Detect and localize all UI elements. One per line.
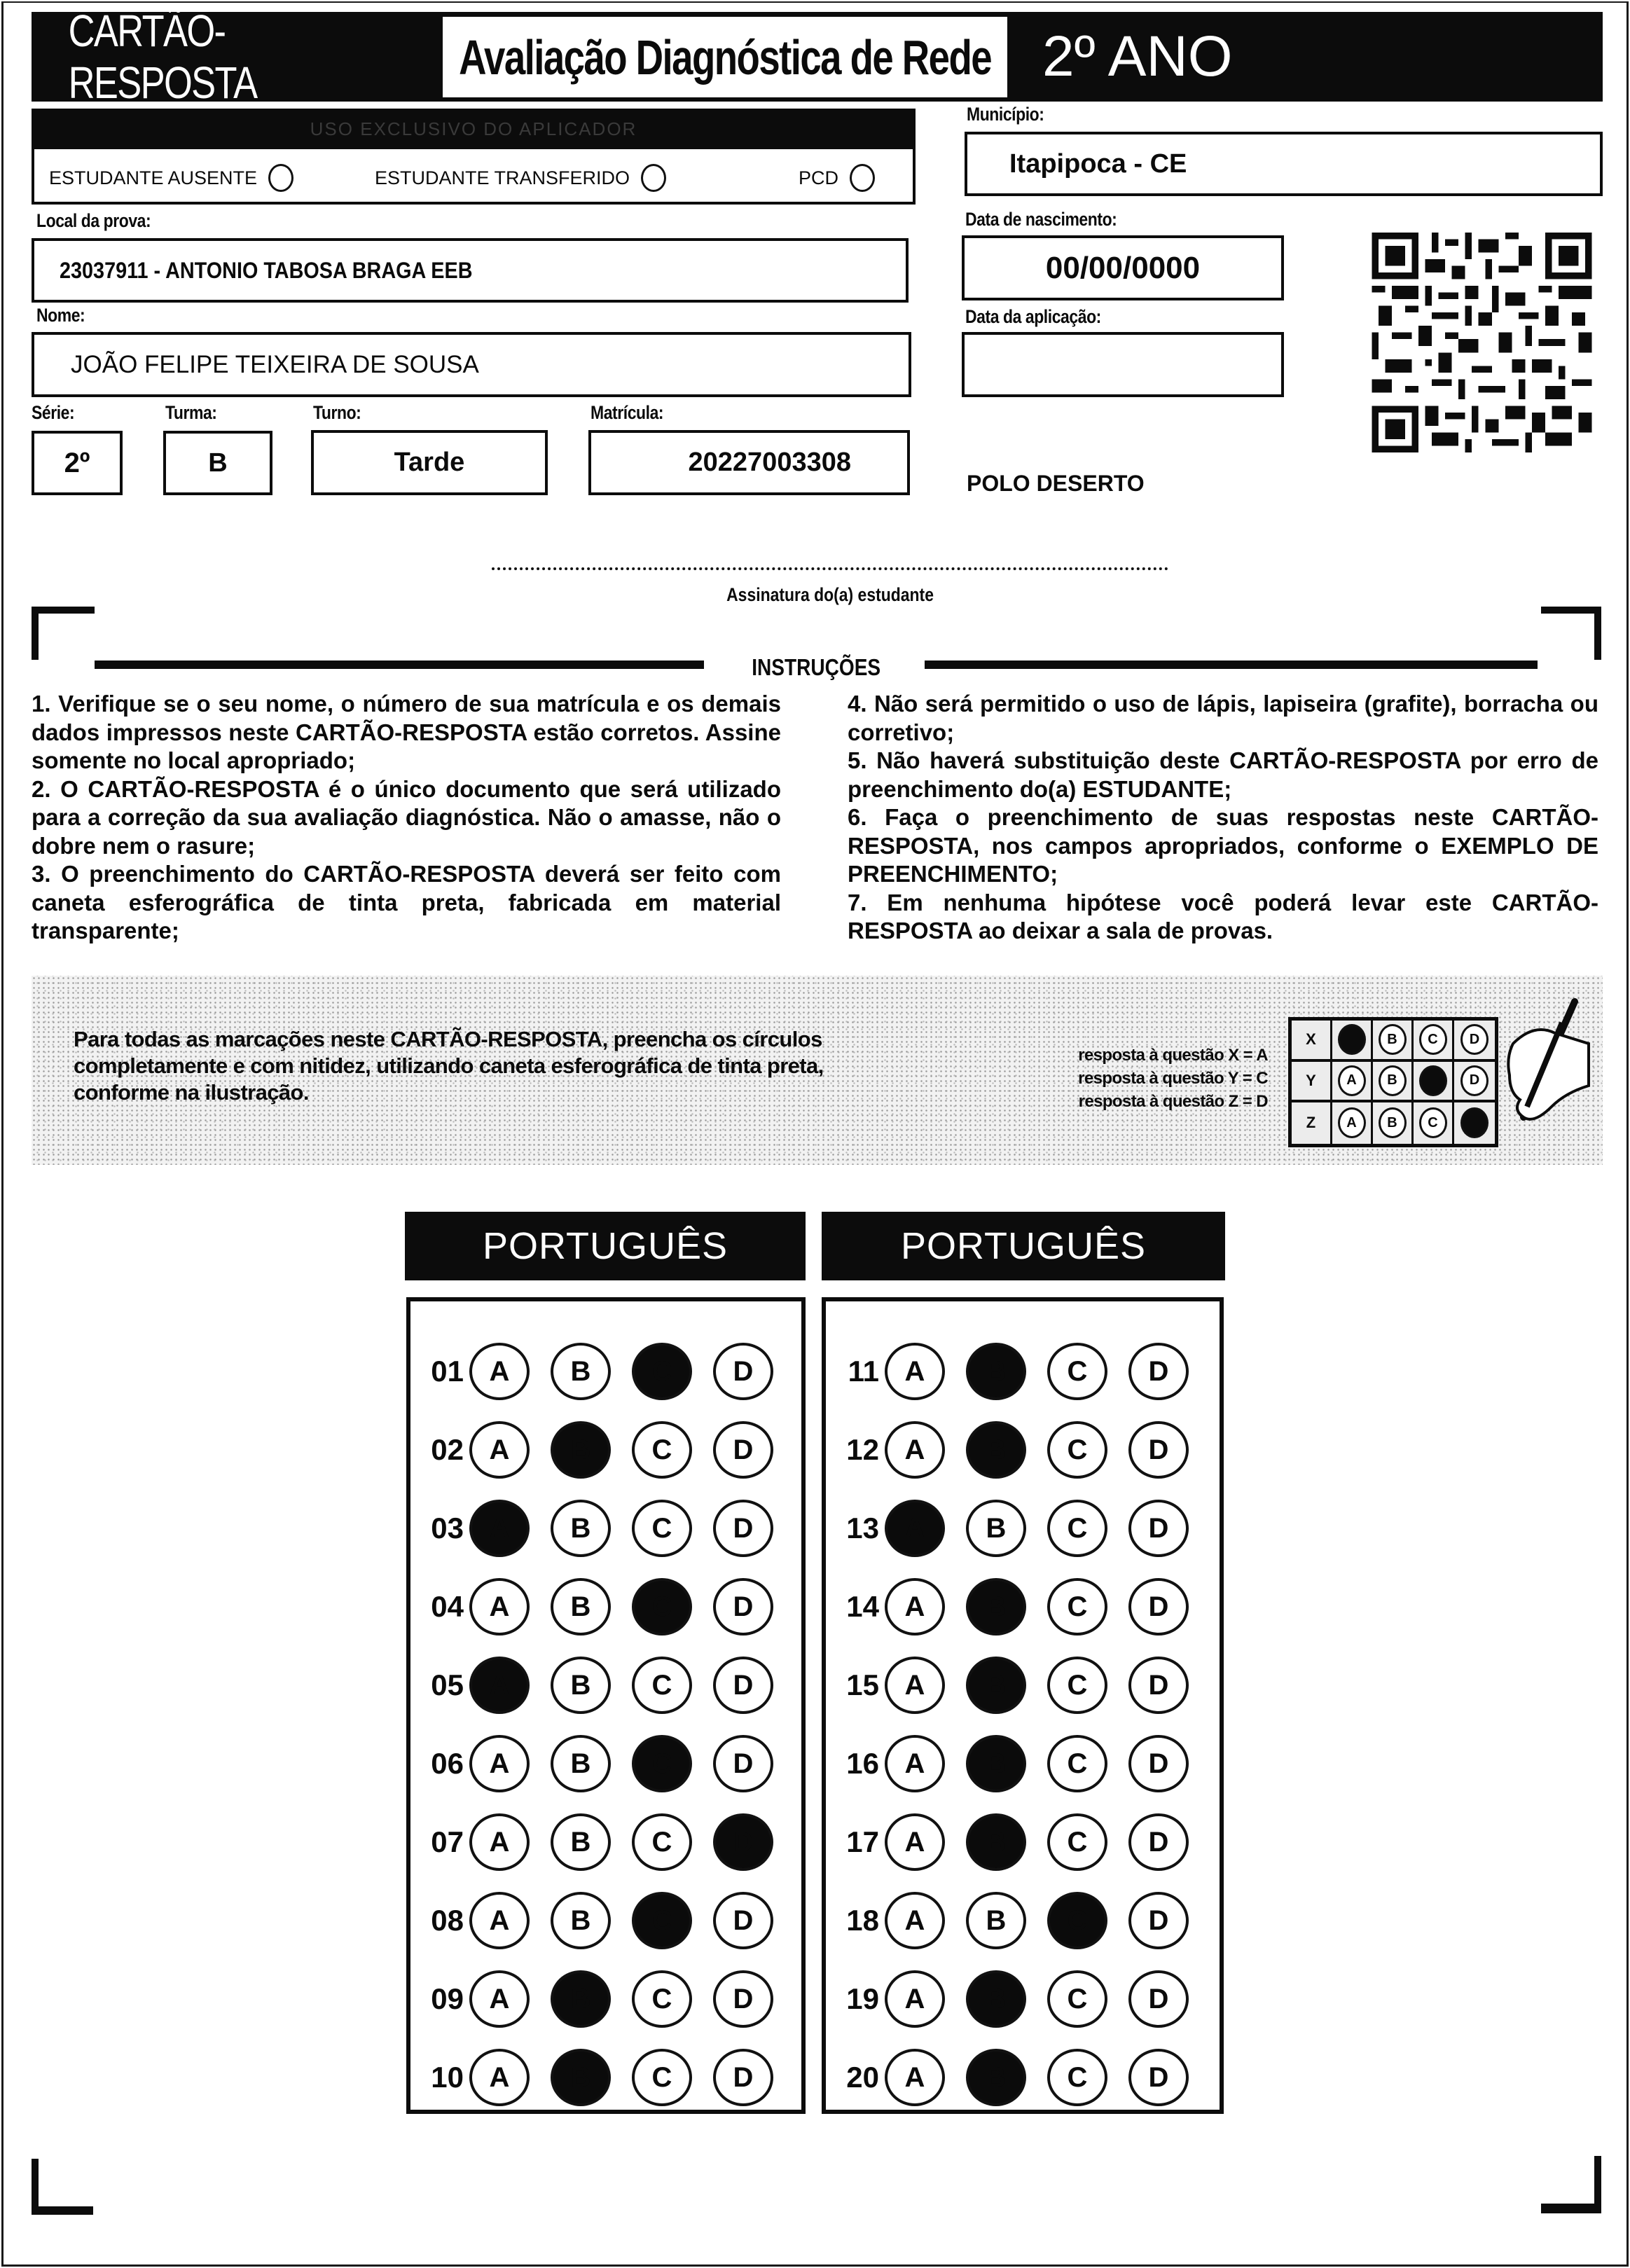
signature-label: Assinatura do(a) estudante [726,584,934,605]
answer-bubble-d[interactable]: D [713,1500,773,1557]
answer-bubble-c[interactable]: C [632,1892,692,1949]
data-nascimento-field [962,235,1284,300]
answer-bubble-c[interactable]: C [1047,1813,1107,1871]
applicator-title [32,109,916,149]
section-header-portugues-2: PORTUGUÊS [822,1212,1225,1280]
answer-bubble-c[interactable]: C [632,1421,692,1479]
option-label: PCD [799,167,839,188]
answer-bubble-b[interactable]: B [551,1892,611,1949]
turma-value: B [208,448,228,478]
signature-line[interactable] [492,567,1168,570]
answer-bubble-a[interactable]: A [885,1343,945,1400]
example-answer-z: resposta à questão Z = D [1078,1092,1268,1111]
answer-bubble-d[interactable]: D [713,2049,773,2106]
question-number: 12 [846,1433,879,1466]
example-cell [1414,1062,1454,1100]
question-number: 20 [846,2061,879,2094]
question-row [415,1573,794,1640]
corner-mark-top-left [32,607,95,614]
question-number: 09 [431,1982,464,2015]
answer-bubble-d[interactable]: D [713,1970,773,2028]
example-cell [1373,1021,1414,1059]
instruction-item: 3. O preenchimento do CARTÃO-RESPOSTA deverá ser feito com caneta esferográfica de tinta preta, fabricada em material transparente; [32,861,781,943]
answer-bubble-d[interactable]: D [1128,1970,1189,2028]
example-answers [1030,1044,1268,1113]
question-row [830,1887,1210,1954]
answer-bubble-b[interactable]: B [966,1343,1026,1400]
example-row [1292,1021,1495,1062]
corner-mark-bottom-left [32,2206,93,2215]
serie-field [32,431,123,495]
example-row [1292,1102,1495,1144]
question-row [830,1809,1210,1876]
nome-label: Nome: [36,305,85,326]
serie-value: 2º [64,447,90,478]
answer-bubble-d[interactable]: D [713,1578,773,1636]
data-nascimento-value: 00/00/0000 [1045,250,1201,285]
turno-value: Tarde [394,448,465,477]
answer-bubble-d[interactable]: D [713,1892,773,1949]
question-number: 18 [846,1904,879,1937]
answer-bubble-b[interactable]: B [551,1343,611,1400]
example-bubble-a: A [1338,1065,1366,1096]
question-row [415,1730,794,1797]
option-estudante-transferido[interactable] [375,163,666,193]
example-bubble-a: A [1338,1107,1366,1138]
question-number: 03 [431,1512,464,1544]
applicator-title-text: USO EXCLUSIVO DO APLICADOR [310,118,637,139]
answer-bubble-a[interactable]: A [469,1343,530,1400]
answer-bubble-a[interactable]: A [469,1421,530,1479]
section-header-portugues-1: PORTUGUÊS [405,1212,806,1280]
answer-bubble-c[interactable]: C [1047,1421,1107,1479]
local-prova-label: Local da prova: [36,210,151,231]
example-answer-y: resposta à questão Y = C [1078,1069,1268,1088]
answer-bubble-a[interactable]: A [885,1578,945,1636]
answer-bubble-d[interactable]: D [1128,1813,1189,1871]
question-row [415,1965,794,2033]
option-estudante-ausente[interactable] [49,163,293,193]
serie-label: Série: [32,402,75,423]
question-number: 05 [431,1668,464,1701]
example-row-label: Z [1292,1102,1332,1144]
answer-bubble-d[interactable]: D [1128,1892,1189,1949]
answer-bubble-b[interactable]: B [551,1578,611,1636]
data-aplicacao-label: Data da aplicação: [965,306,1101,327]
answer-bubble-a[interactable]: A [469,1813,530,1871]
answer-bubble-a[interactable]: A [885,1970,945,2028]
answer-bubble-c[interactable]: C [1047,1735,1107,1792]
example-bubble-b: B [1379,1024,1407,1055]
municipio-value: Itapipoca - CE [1009,148,1187,179]
question-row [830,1495,1210,1562]
answer-bubble-d[interactable]: D [1128,1500,1189,1557]
answer-bubble-c[interactable]: C [632,1970,692,2028]
question-number: 10 [431,2061,464,2094]
example-bubble-c: C [1419,1024,1447,1055]
answer-bubble-d[interactable]: D [1128,2049,1189,2106]
answer-bubble-d[interactable]: D [1128,1735,1189,1792]
answer-bubble-a[interactable]: A [469,1735,530,1792]
answer-bubble-b[interactable]: B [966,1892,1026,1949]
example-bubble-b: B [1379,1065,1407,1096]
instructions-rule-right [925,661,1538,669]
matricula-field [588,430,910,495]
answer-bubble-d[interactable]: D [713,1813,773,1871]
answer-bubble-a[interactable]: A [469,1892,530,1949]
example-cell [1332,1102,1373,1144]
answer-bubble-c[interactable]: C [1047,2049,1107,2106]
option-pcd[interactable] [799,163,875,193]
answer-bubble-c[interactable]: C [1047,1578,1107,1636]
example-instructions: Para todas as marcações neste CARTÃO-RESPOSTA, preencha os círculos completamente e com nitidez, utilizando caneta esferográfica de tinta preta, conforme na ilustração. [74,1027,824,1105]
question-row [830,1730,1210,1797]
instruction-item: 4. Não será permitido o uso de lápis, lapiseira (grafite), borracha ou corretivo; [848,691,1598,745]
answer-bubble-a[interactable]: A [885,1421,945,1479]
data-aplicacao-field [962,332,1284,397]
instruction-item: 6. Faça o preenchimento de suas respostas neste CARTÃO-RESPOSTA, nos campos apropriados, conforme o EXEMPLO DE PREENCHIMENTO; [848,804,1598,887]
answer-bubble-c[interactable]: C [632,1578,692,1636]
question-row [830,1652,1210,1719]
hand-with-pen-icon [1485,995,1590,1156]
question-row [415,1809,794,1876]
answer-bubble-b[interactable]: B [551,1657,611,1714]
question-number: 19 [846,1982,879,2015]
qr-code-icon [1372,233,1592,452]
example-bubble-d: D [1460,1024,1489,1055]
example-row-label: X [1292,1021,1332,1059]
question-number: 07 [431,1825,464,1858]
answer-bubble-a[interactable]: A [469,1500,530,1557]
answer-bubble-d[interactable]: D [1128,1421,1189,1479]
answer-bubble-c[interactable]: C [632,1500,692,1557]
example-answer-x: resposta à questão X = A [1078,1046,1268,1065]
example-cell [1414,1102,1454,1144]
local-prova-field [32,238,909,303]
example-row-label: Y [1292,1062,1332,1100]
answer-bubble-d[interactable]: D [1128,1578,1189,1636]
corner-mark-bottom-right [1541,2204,1601,2213]
example-grid [1288,1017,1498,1147]
answer-bubble-b[interactable]: B [966,1578,1026,1636]
example-bubble-c [1419,1065,1447,1096]
option-label: ESTUDANTE TRANSFERIDO [375,167,630,188]
answer-bubble-b[interactable]: B [966,1500,1026,1557]
answer-bubble-d[interactable]: D [1128,1343,1189,1400]
answer-bubble-a[interactable]: A [885,1657,945,1714]
question-row [830,1573,1210,1640]
instructions-title: INSTRUÇÕES [752,654,880,680]
answer-bubble-b[interactable]: B [966,2049,1026,2106]
turma-label: Turma: [165,402,217,423]
answer-bubble-c[interactable]: C [1047,1343,1107,1400]
answer-bubble-a[interactable]: A [469,2049,530,2106]
corner-mark-top-right [1594,607,1601,660]
question-row [415,1338,794,1405]
answer-bubble-c[interactable]: C [1047,1892,1107,1949]
answer-bubble-a[interactable]: A [469,1578,530,1636]
instructions-rule-left [95,661,704,669]
municipio-label: Município: [967,104,1044,125]
local-prova-value: 23037911 - ANTONIO TABOSA BRAGA EEB [60,257,473,283]
example-bubble-a [1338,1024,1366,1055]
question-number: 11 [848,1355,879,1388]
answer-bubble-d[interactable]: D [713,1657,773,1714]
answer-bubble-c[interactable]: C [632,1735,692,1792]
question-row [415,1416,794,1484]
grade-title [1042,12,1589,102]
answer-bubble-b[interactable]: B [966,1657,1026,1714]
answer-bubble-b[interactable]: B [551,1813,611,1871]
question-row [415,1495,794,1562]
answer-grid-2 [822,1297,1224,2114]
question-row [415,1887,794,1954]
answer-bubble-d[interactable]: D [713,1421,773,1479]
answer-bubble-a[interactable]: A [885,1735,945,1792]
turma-field [163,431,272,495]
answer-bubble-b[interactable]: B [551,1500,611,1557]
data-nascimento-label: Data de nascimento: [965,209,1117,230]
answer-bubble-b[interactable]: B [551,1735,611,1792]
question-number: 01 [431,1355,464,1388]
assessment-title [443,17,1007,97]
question-row [830,1965,1210,2033]
polo-label: POLO DESERTO [967,471,1145,496]
card-title [32,6,441,108]
example-bubble-d [1460,1107,1489,1138]
assessment-title-text: Avaliação Diagnóstica de Rede [459,29,991,85]
instruction-item: 5. Não haverá substituição deste CARTÃO-RESPOSTA por erro de preenchimento do(a) ESTUDANTE; [848,747,1598,802]
answer-bubble-c[interactable]: C [1047,1970,1107,2028]
answer-bubble-b[interactable]: B [966,1970,1026,2028]
example-cell [1332,1021,1373,1059]
answer-bubble-a[interactable]: A [885,2049,945,2106]
question-number: 16 [846,1747,879,1780]
instructions-right-column [848,690,1598,946]
example-cell [1373,1102,1414,1144]
radio-circle-icon[interactable] [850,164,875,192]
instruction-item: 1. Verifique se o seu nome, o número de sua matrícula e os demais dados impressos neste CARTÃO-RESPOSTA estão corretos. Assine somente no local apropriado; [32,691,781,773]
answer-bubble-b[interactable]: B [966,1421,1026,1479]
question-number: 15 [846,1668,879,1701]
answer-bubble-d[interactable]: D [713,1343,773,1400]
matricula-label: Matrícula: [590,402,664,423]
question-row [415,1652,794,1719]
question-row [415,2044,794,2111]
radio-circle-icon[interactable] [641,164,666,192]
answer-bubble-b[interactable]: B [966,1735,1026,1792]
question-number: 13 [846,1512,879,1544]
answer-bubble-b[interactable]: B [966,1813,1026,1871]
nome-value: JOÃO FELIPE TEIXEIRA DE SOUSA [71,350,479,378]
municipio-field [965,132,1603,196]
example-bubble-c: C [1419,1107,1447,1138]
example-cell [1373,1062,1414,1100]
question-number: 14 [846,1590,879,1623]
answer-bubble-c[interactable]: C [632,1657,692,1714]
example-bubble-d: D [1460,1065,1489,1096]
question-row [830,1338,1210,1405]
card-title-text: CARTÃO-RESPOSTA [68,6,257,108]
question-number: 06 [431,1747,464,1780]
answer-bubble-b[interactable]: B [551,2049,611,2106]
instruction-item: 7. Em nenhuma hipótese você poderá levar este CARTÃO-RESPOSTA ao deixar a sala de provas. [848,889,1598,943]
answer-bubble-c[interactable]: C [1047,1500,1107,1557]
question-number: 02 [431,1433,464,1466]
answer-bubble-d[interactable]: D [1128,1657,1189,1714]
example-bubble-b: B [1379,1107,1407,1138]
answer-bubble-d[interactable]: D [713,1735,773,1792]
answer-bubble-b[interactable]: B [551,1421,611,1479]
turno-field [311,430,548,495]
instructions-left-column [32,690,781,946]
answer-bubble-c[interactable]: C [632,1343,692,1400]
corner-mark-top-right [1541,607,1601,614]
question-row [830,2044,1210,2111]
matricula-value: 20227003308 [688,448,851,477]
example-row [1292,1062,1495,1103]
answer-bubble-a[interactable]: A [885,1500,945,1557]
answer-bubble-c[interactable]: C [632,2049,692,2106]
radio-circle-icon[interactable] [268,164,293,192]
answer-bubble-c[interactable]: C [632,1813,692,1871]
question-row [830,1416,1210,1484]
question-number: 17 [846,1825,879,1858]
example-cell [1414,1021,1454,1059]
answer-grid-1 [406,1297,806,2114]
answer-bubble-c[interactable]: C [1047,1657,1107,1714]
instruction-item: 2. O CARTÃO-RESPOSTA é o único documento que será utilizado para a correção da sua avaliação diagnóstica. Não o amasse, não o dobre nem o rasure; [32,775,781,859]
grade-title-text: 2º ANO [1042,25,1233,88]
option-label: ESTUDANTE AUSENTE [49,167,258,188]
corner-mark-top-left [32,607,39,660]
nome-field [32,332,911,397]
answer-bubble-a[interactable]: A [469,1970,530,2028]
answer-bubble-b[interactable]: B [551,1970,611,2028]
turno-label: Turno: [313,402,361,423]
question-number: 08 [431,1904,464,1937]
question-number: 04 [431,1590,464,1623]
example-cell [1332,1062,1373,1100]
answer-bubble-a[interactable]: A [885,1892,945,1949]
answer-bubble-a[interactable]: A [885,1813,945,1871]
answer-bubble-a[interactable]: A [469,1657,530,1714]
